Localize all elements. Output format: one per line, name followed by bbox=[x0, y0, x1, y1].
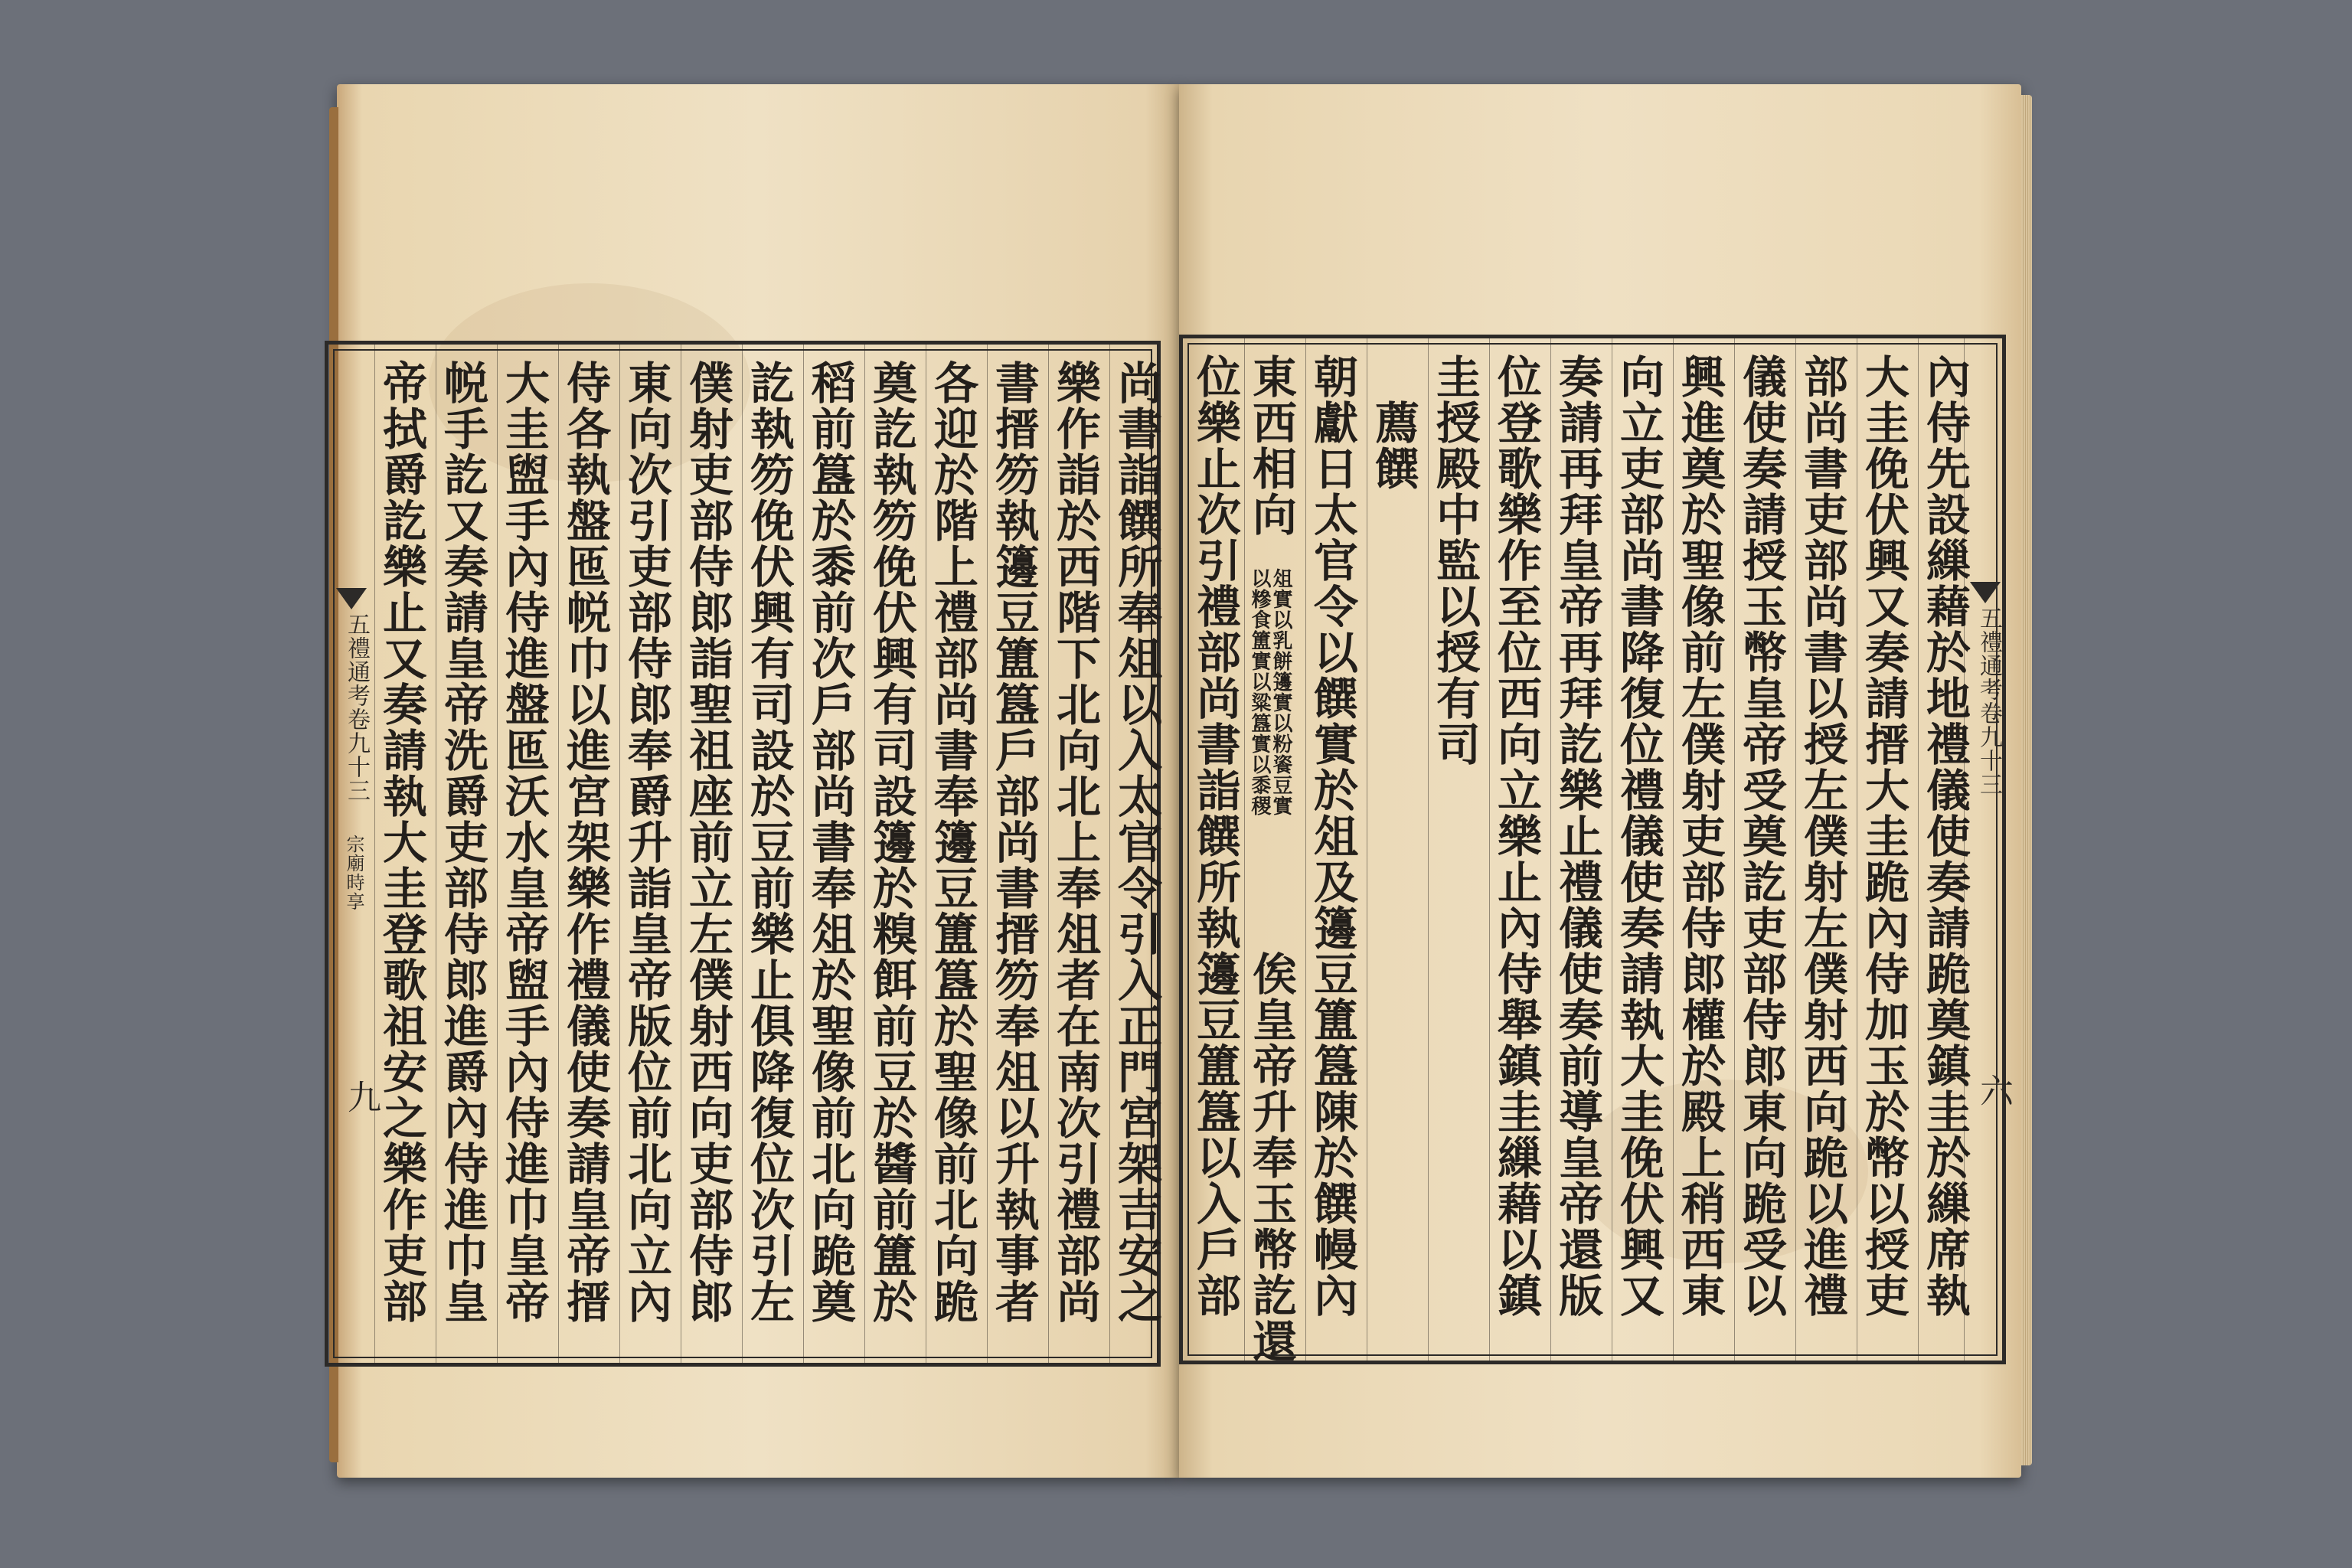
right-text-column: 位登歌樂作至位西向立樂止內侍舉鎮圭繅藉以鎮 bbox=[1490, 354, 1542, 1318]
right-text-column: 奏請再拜皇帝再拜訖樂止禮儀使奏前導皇帝還版 bbox=[1551, 354, 1603, 1318]
left-text-column: 樂作詣於西階下北向北上奉俎者在南次引禮部尚 bbox=[1049, 360, 1101, 1325]
right-text-column: 部尚書吏部尚書以授左僕射左僕射西向跪以進禮 bbox=[1796, 354, 1848, 1318]
left-text-column: 帝拭爵訖樂止又奏請執大圭登歌祖安之樂作吏部 bbox=[375, 360, 427, 1325]
left-text-column: 大圭盥手內侍進盤匜沃水皇帝盥手內侍進巾皇帝 bbox=[498, 360, 550, 1325]
left-text-column: 稻前簋於黍前次戶部尚書奉俎於聖像前北向跪奠 bbox=[804, 360, 856, 1325]
left-margin-chapter: 宗廟時享 bbox=[343, 835, 364, 911]
left-text-column: 帨手訖又奏請皇帝洗爵吏部侍郎進爵內侍進巾皇 bbox=[436, 360, 488, 1325]
right-text-column: 興進奠於聖像前左僕射吏部侍郎權於殿上稍西東 bbox=[1674, 354, 1726, 1318]
right-text-column: 大圭俛伏興又奏請搢大圭跪內侍加玉於幣以授吏 bbox=[1857, 354, 1909, 1318]
left-text-column: 尚書詣饌所奉俎以入太官令引入正門宮架吉安之 bbox=[1110, 360, 1162, 1325]
left-margin-title: 五禮通考卷九十三 bbox=[343, 612, 370, 802]
right-text-column: 內侍先設繅藉於地禮儀使奏請跪奠鎮圭於繅席執 bbox=[1919, 354, 1971, 1318]
right-page-number: 六 bbox=[1974, 1073, 2013, 1108]
left-text-column: 奠訖執笏俛伏興有司設籩於糗餌前豆於醬前簠於 bbox=[865, 360, 917, 1325]
left-text-column: 東向次引吏部侍郎奉爵升詣皇帝版位前北向立內 bbox=[620, 360, 672, 1325]
left-text-column: 書搢笏執籩豆簠簋戶部尚書搢笏奉俎以升執事者 bbox=[988, 360, 1040, 1325]
right-text-column: 東西相向 bbox=[1245, 354, 1297, 537]
section-heading: 薦饌 bbox=[1367, 400, 1419, 492]
left-text-frame bbox=[325, 341, 1161, 1367]
left-text-column: 僕射吏部侍郎詣聖祖座前立左僕射西向吏部侍郎 bbox=[681, 360, 733, 1325]
right-text-column: 儀使奏請授玉幣皇帝受奠訖吏部侍郎東向跪受以 bbox=[1735, 354, 1787, 1318]
page-stack-edge bbox=[2021, 95, 2032, 1465]
right-text-column: 位樂止次引禮部尚書詣饌所執籩豆簠簋以入戶部 bbox=[1189, 354, 1241, 1318]
right-text-column: 俟皇帝升奉玉幣訖還 bbox=[1245, 951, 1297, 1364]
right-text-column: 朝獻日太官令以饌實於俎及籩豆簠簋陳於饌幔內 bbox=[1306, 354, 1358, 1318]
left-text-column: 各迎於階上禮部尚書奉籩豆簠簋於聖像前北向跪 bbox=[926, 360, 978, 1325]
left-page-number: 九 bbox=[341, 1080, 381, 1114]
left-text-column: 侍各執盤匜帨巾以進宮架樂作禮儀使奏請皇帝搢 bbox=[559, 360, 611, 1325]
annotation-column: 俎實以乳餅籩實以粉餈豆實 bbox=[1269, 568, 1292, 816]
annotation-column: 以糝食簠實以粱簋實以黍稷 bbox=[1248, 568, 1271, 816]
right-text-frame bbox=[1179, 335, 2013, 1364]
right-text-column: 圭授殿中監以授有司 bbox=[1429, 354, 1481, 767]
right-margin-title: 五禮通考卷九十三 bbox=[1975, 606, 2002, 796]
right-text-column: 向立吏部尚書降復位禮儀使奏請執大圭俛伏興又 bbox=[1612, 354, 1664, 1318]
left-text-column: 訖執笏俛伏興有司設於豆前樂止俱降復位次引左 bbox=[743, 360, 795, 1325]
